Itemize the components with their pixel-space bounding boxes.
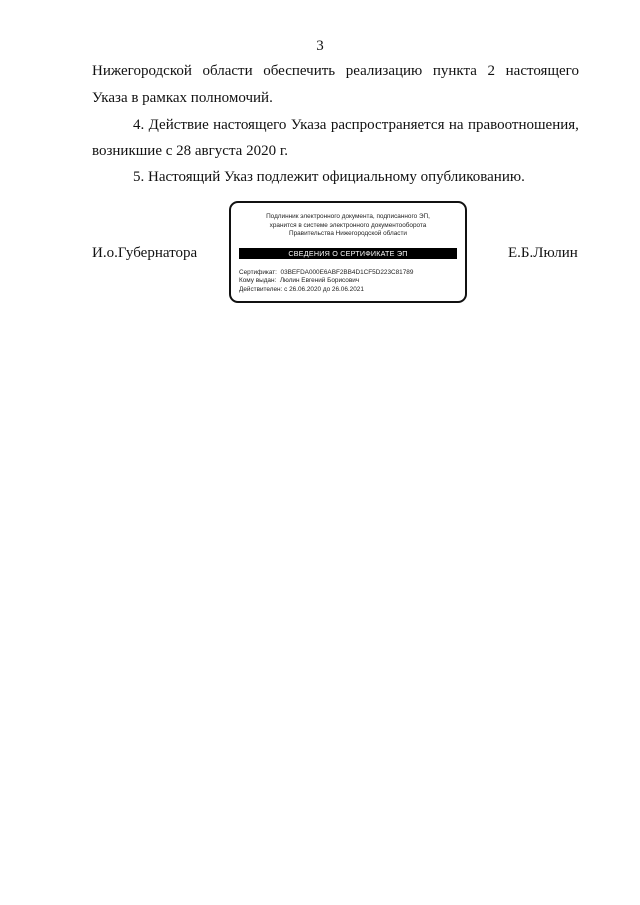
signer-name: Е.Б.Люлин: [508, 245, 578, 261]
validity-value: с 26.06.2020 до 26.06.2021: [284, 285, 364, 293]
stamp-header-line: хранится в системе электронного документооборота: [269, 221, 427, 229]
word: настоящего: [213, 117, 287, 133]
paragraph-2-line-2: возникшие с 28 августа 2020 г.: [92, 143, 289, 159]
stamp-header-line: Правительства Нижегородской области: [288, 230, 408, 238]
stamp-header: [231, 213, 465, 239]
signer-title: И.о.Губернатора: [92, 245, 198, 261]
word: реализацию: [345, 63, 423, 79]
word: области: [202, 63, 253, 79]
page-number: 3: [316, 38, 324, 54]
certificate-value: 03BEFDA000E6ABF2BB4D1CF5D223C81789: [280, 269, 414, 276]
word: Нижегородской: [92, 63, 192, 79]
stamp-header-line: Подлинник электронного документа, подписанного ЭП,: [266, 213, 430, 220]
stamp-details: [239, 269, 413, 294]
issued-to-value: Люлин Евгений Борисович: [279, 277, 360, 285]
paragraph-3-line-1: 5. Настоящий Указ подлежит официальному опубликованию.: [133, 169, 525, 185]
word: Указа: [290, 117, 327, 133]
word: правоотношения,: [467, 117, 579, 133]
word: на: [448, 117, 464, 133]
word: 2: [487, 63, 496, 79]
stamp-title-bar: СВЕДЕНИЯ О СЕРТИФИКАТЕ ЭП: [239, 248, 457, 259]
paragraph-1-line-1: [92, 62, 579, 80]
word: пункта: [432, 63, 477, 79]
electronic-signature-stamp: [229, 201, 467, 303]
validity-label: Действителен:: [239, 285, 283, 293]
word: настоящего: [505, 63, 579, 79]
validity-row: [239, 286, 413, 294]
issued-to-label: Кому выдан:: [239, 277, 277, 285]
word: обеспечить: [263, 63, 336, 79]
paragraph-1-line-2: Указа в рамках полномочий.: [92, 90, 273, 106]
word: 4.: [133, 117, 145, 133]
paragraph-2-line-1: [133, 116, 579, 134]
word: Действие: [148, 117, 209, 133]
issued-to-row: [239, 277, 413, 285]
certificate-label: Сертификат:: [239, 269, 277, 276]
word: распространяется: [330, 117, 445, 133]
